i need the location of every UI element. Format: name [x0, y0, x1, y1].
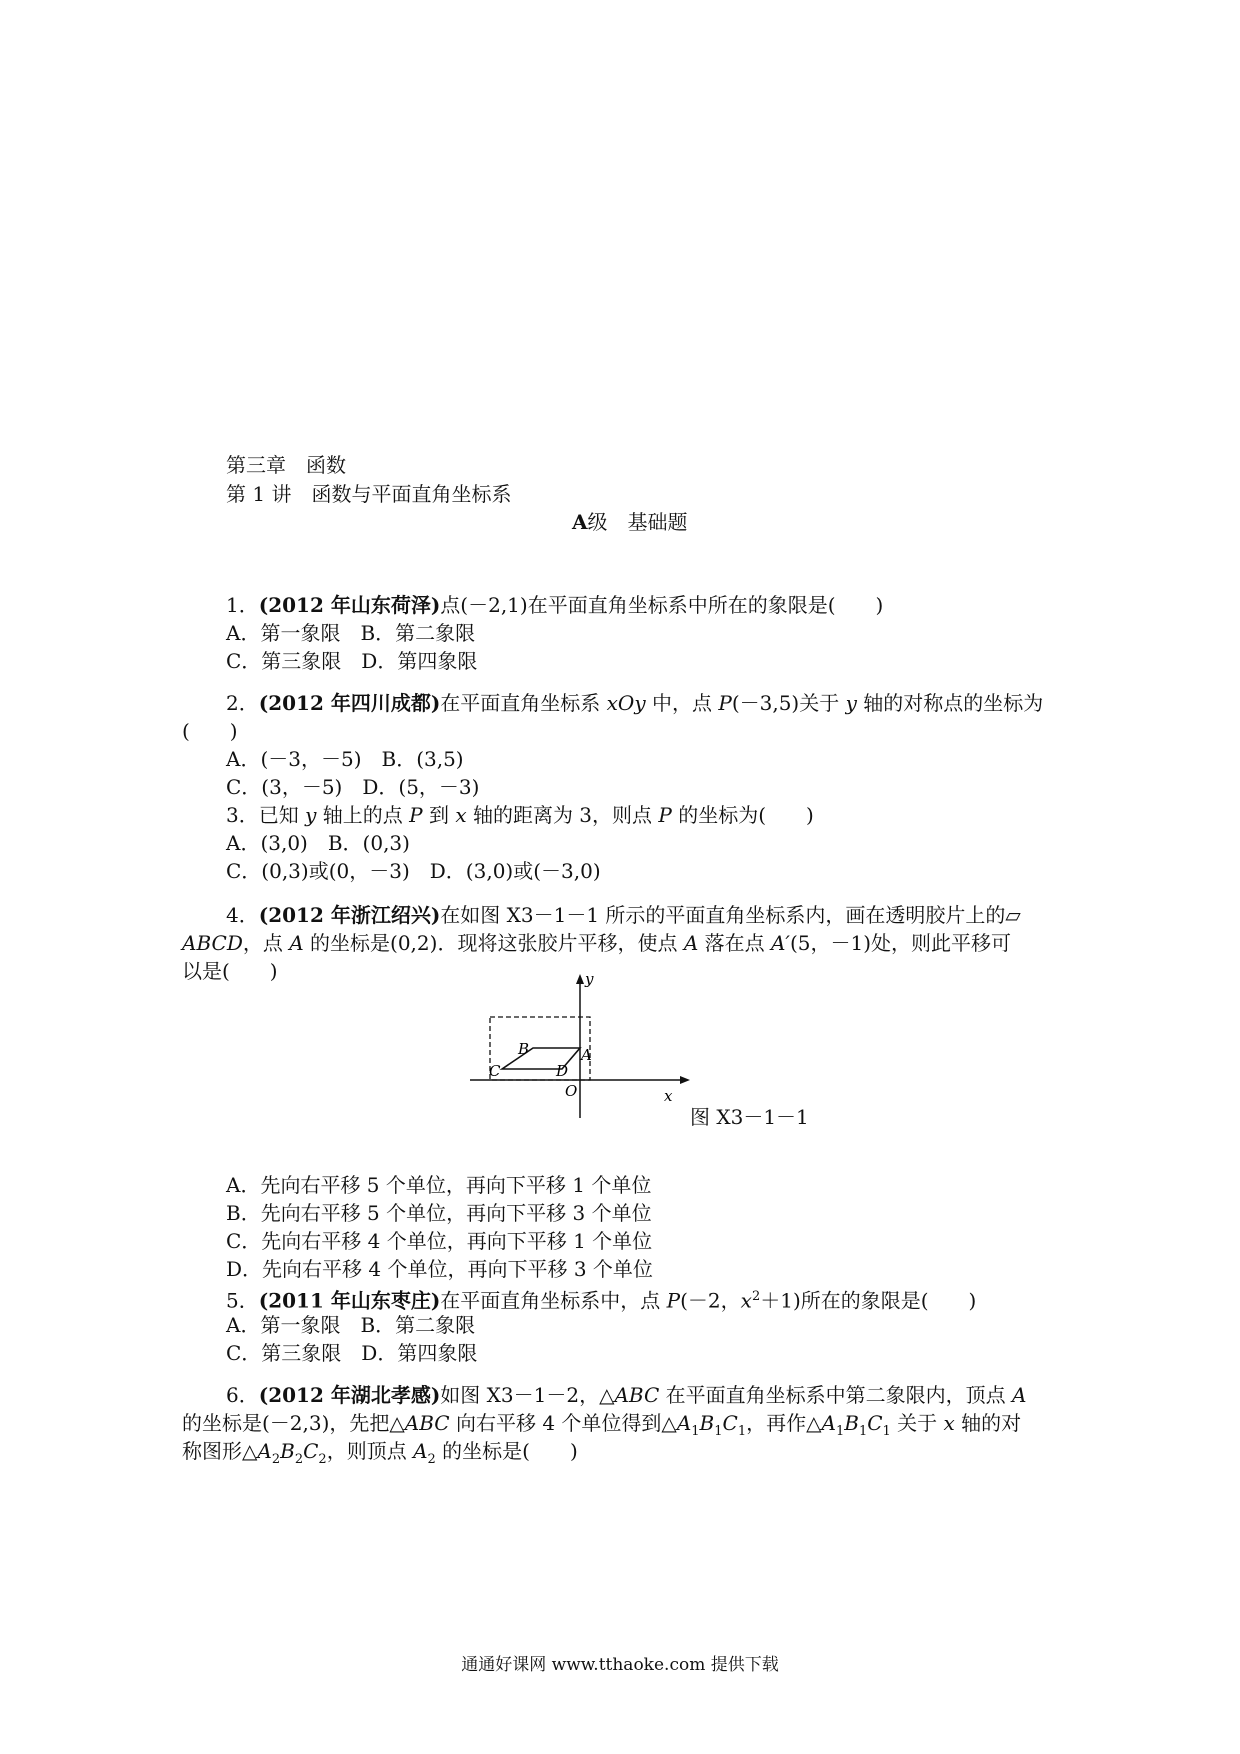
lesson-title: 第 1 讲 函数与平面直角坐标系: [226, 482, 512, 506]
question-1-stem: 1．(2012 年山东荷泽)点(－2,1)在平面直角坐标系中所在的象限是( ): [226, 593, 884, 617]
question-1-options-row1: A．第一象限 B．第二象限: [226, 621, 476, 645]
question-1-options-row2: C．第三象限 D．第四象限: [226, 649, 478, 673]
question-3-options-row1: A．(3,0) B．(0,3): [226, 831, 410, 855]
question-6-stem: 6．(2012 年湖北孝感)如图 X3－1－2，△ABC 在平面直角坐标系中第二象限内，顶点 A: [226, 1383, 1027, 1407]
question-4-option-b: B．先向右平移 5 个单位，再向下平移 3 个单位: [226, 1201, 652, 1225]
question-5-stem: 5．(2011 年山东枣庄)在平面直角坐标系中，点 P(－2，$x^2+1$)所在的象限是( ): [226, 1288, 977, 1313]
question-4-stem-line2: ABCD，点 A 的坐标是(0,2)．现将这张胶片平移，使点 A 落在点 A′(5，－1)处，则此平移可: [182, 931, 1012, 955]
question-6-stem-line3: 称图形$\triangle A_2B_2C_2$，则顶点 $A_2$ 的坐标是( ): [182, 1439, 578, 1467]
question-4-stem-line3: 以是( ): [182, 959, 278, 983]
question-4-option-d: D．先向右平移 4 个单位，再向下平移 3 个单位: [226, 1257, 653, 1281]
question-3-stem: 3．已知 y 轴上的点 P 到 x 轴的距离为 3，则点 P 的坐标为( ): [226, 803, 814, 827]
y-axis-arrowhead: [576, 974, 584, 984]
point-b-label: B: [518, 1040, 530, 1058]
question-5-options-row1: A．第一象限 B．第二象限: [226, 1313, 476, 1337]
x-axis-arrowhead: [680, 1076, 690, 1084]
figure-caption: 图 X3－1－1: [690, 1105, 809, 1129]
figure-x3-1-1: [460, 970, 700, 1120]
question-4-option-c: C．先向右平移 4 个单位，再向下平移 1 个单位: [226, 1229, 653, 1253]
x-axis-label: x: [664, 1087, 673, 1105]
y-axis-label: y: [585, 970, 594, 988]
question-2-options-row2: C．(3，－5) D．(5，－3): [226, 775, 480, 799]
point-c-label: C: [489, 1062, 501, 1080]
section-title: A级 基础题: [572, 510, 688, 534]
question-2-stem: 2．(2012 年四川成都)在平面直角坐标系 xOy 中，点 P(－3,5)关于 y 轴的对称点的坐标为: [226, 691, 1044, 715]
question-3-options-row2: C．(0,3)或(0，－3) D．(3,0)或(－3,0): [226, 859, 601, 883]
point-d-label: D: [556, 1062, 569, 1080]
question-4-stem: 4．(2012 年浙江绍兴)在如图 X3－1－1 所示的平面直角坐标系内，画在透明胶片上的▱: [226, 903, 1021, 927]
page-footer: 通通好课网 www.tthaoke.com 提供下载: [461, 1655, 779, 1675]
question-4-option-a: A．先向右平移 5 个单位，再向下平移 1 个单位: [226, 1173, 652, 1197]
point-a-label: A: [581, 1046, 592, 1064]
question-2-options-row1: A．(－3，－5) B．(3,5): [226, 747, 464, 771]
question-2-stem-line2: ( ): [182, 719, 238, 743]
origin-label: O: [565, 1082, 578, 1100]
chapter-title: 第三章 函数: [226, 453, 346, 477]
question-6-stem-line2: 的坐标是(－2,3)，先把△ABC 向右平移 4 个单位得到$\triangle A_1B_1C_1$，再作$\triangle A_1B_1C_1$ 关于 x 轴的对: [182, 1411, 1022, 1439]
parallelogram-abcd: [502, 1048, 580, 1069]
question-5-options-row2: C．第三象限 D．第四象限: [226, 1341, 478, 1365]
